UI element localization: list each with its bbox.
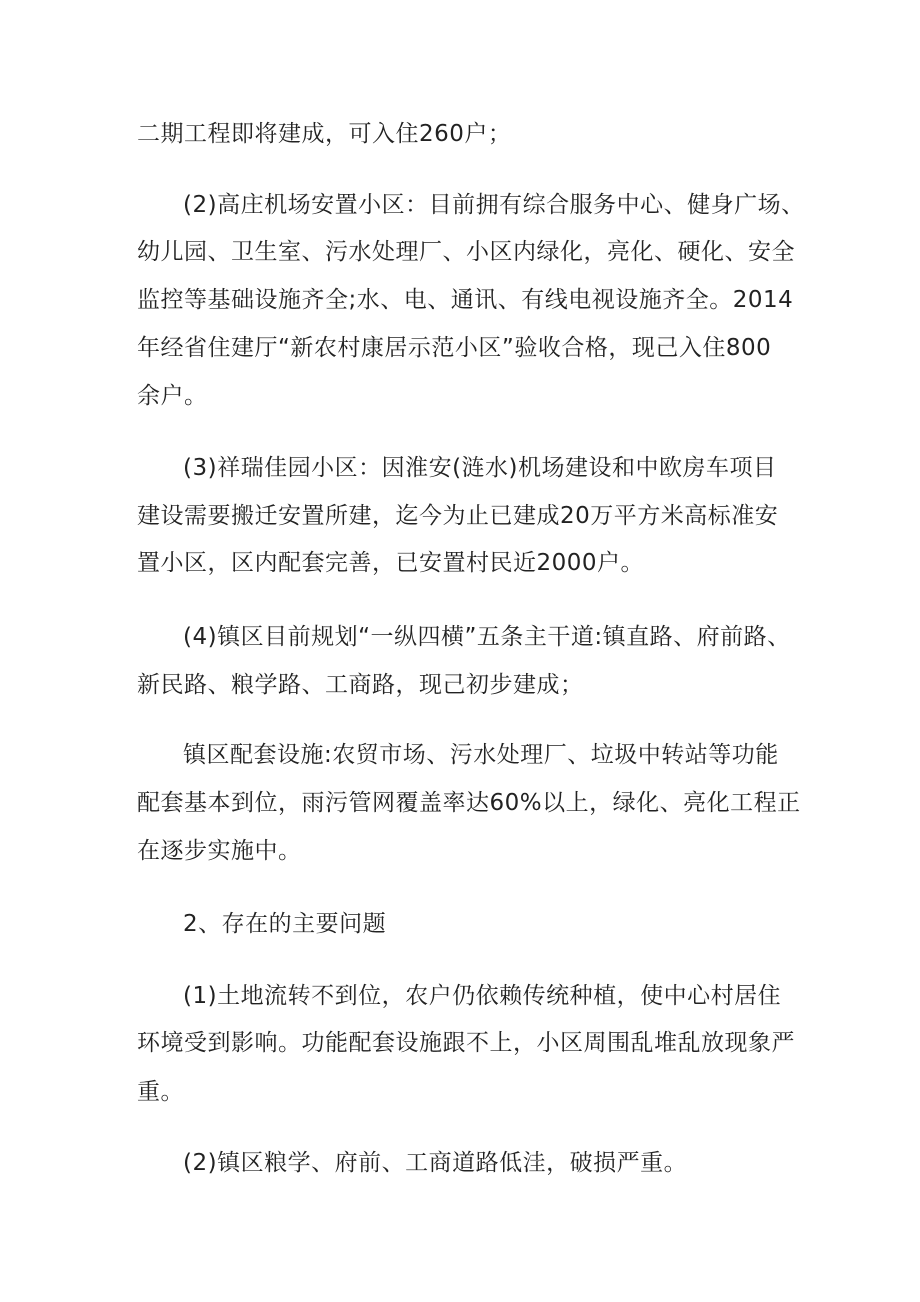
paragraph-line: (2)镇区粮学、府前、工商道路低洼，破损严重。 bbox=[183, 1150, 688, 1176]
paragraph-line: 置小区，区内配套完善，已安置村民近2000户。 bbox=[137, 550, 645, 576]
paragraph-line: 镇区配套设施:农贸市场、污水处理厂、垃圾中转站等功能 bbox=[183, 742, 779, 768]
paragraph-line: 监控等基础设施齐全;水、电、通讯、有线电视设施齐全。2014 bbox=[137, 287, 794, 313]
paragraph-line: 环境受到影响。功能配套设施跟不上，小区周围乱堆乱放现象严 bbox=[137, 1030, 795, 1056]
paragraph-line: (1)土地流转不到位，农户仍依赖传统种植，使中心村居住 bbox=[183, 983, 782, 1009]
section-heading: 2、存在的主要问题 bbox=[183, 911, 387, 937]
paragraph-line: (4)镇区目前规划“一纵四横”五条主干道:镇直路、府前路、 bbox=[183, 624, 791, 650]
paragraph-line: 重。 bbox=[137, 1079, 184, 1105]
paragraph-line: 新民路、粮学路、工商路，现己初步建成； bbox=[137, 672, 584, 698]
paragraph-line: 配套基本到位，雨污管网覆盖率达60%以上，绿化、亮化工程正 bbox=[137, 790, 801, 816]
paragraph-line: 年经省住建厅“新农村康居示范小区”验收合格，现己入住800 bbox=[137, 335, 772, 361]
paragraph-line: 幼儿园、卫生室、污水处理厂、小区内绿化，亮化、硬化、安全 bbox=[137, 239, 795, 265]
paragraph-line: (3)祥瑞佳园小区：因淮安(涟水)机场建设和中欧房车项目 bbox=[183, 455, 777, 481]
paragraph-line: 余户。 bbox=[137, 383, 208, 409]
paragraph-line: (2)高庄机场安置小区：目前拥有综合服务中心、健身广场、 bbox=[183, 192, 805, 218]
paragraph-line: 在逐步实施中。 bbox=[137, 838, 302, 864]
paragraph-line: 建设需要搬迁安置所建，迄今为止已建成20万平方米高标准安 bbox=[137, 503, 779, 529]
paragraph-line: 二期工程即将建成，可入住260户； bbox=[137, 121, 512, 147]
